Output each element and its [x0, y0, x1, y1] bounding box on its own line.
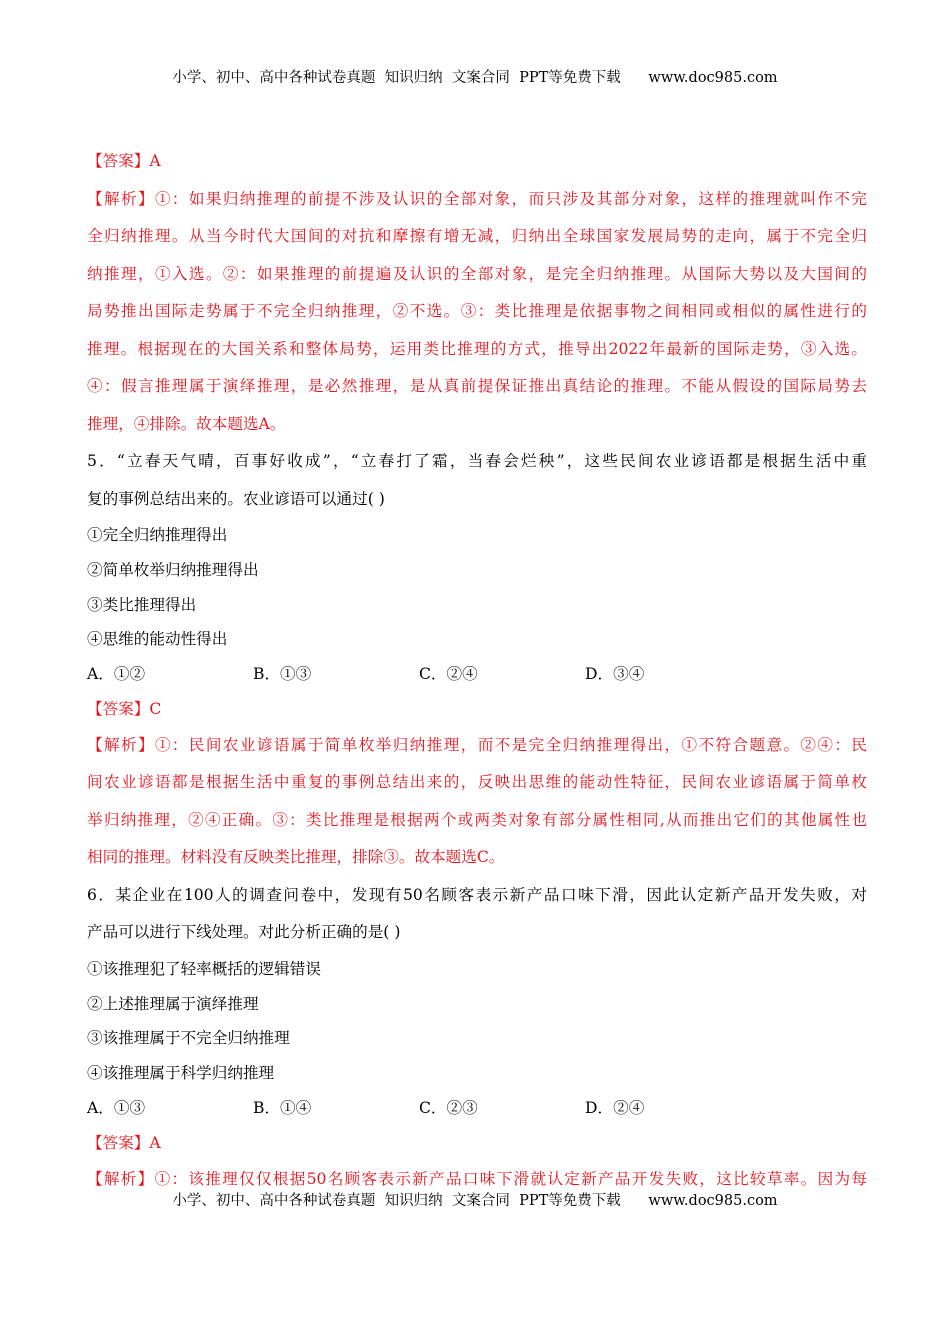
- q6-answer: 【答案】A: [87, 1133, 161, 1152]
- q6-options: [87, 1091, 867, 1126]
- page-header: 小学、初中、高中各种试卷真题 知识归纳 文案合同 PPT等免费下载 www.doc985.com: [172, 70, 778, 86]
- q5-statement: ③类比推理得出: [87, 595, 197, 614]
- q5-stem-line: 复的事例总结出来的。农业谚语可以通过( ): [87, 489, 385, 508]
- q5-option-a: A．①②: [87, 665, 146, 684]
- q6-option-d: D．②④: [585, 1098, 645, 1117]
- q4-analysis-line: 推理，④排除。故本题选A。: [87, 414, 286, 433]
- q4-analysis-line: 局势推出国际走势属于不完全归纳推理，②不选。③：类比推理是依据事物之间相同或相似的属性进行的: [87, 302, 867, 320]
- q6-statement: ②上述推理属于演绎推理: [87, 994, 259, 1013]
- q6-statement: ④该推理属于科学归纳推理: [87, 1064, 275, 1083]
- q6-option-b: B．①④: [253, 1098, 312, 1117]
- q5-analysis-line: 【解析】①：民间农业谚语属于简单枚举归纳推理，而不是完全归纳推理得出，①不符合题意。②④：民: [87, 735, 867, 754]
- q6-statement: ①该推理犯了轻率概括的逻辑错误: [87, 959, 321, 978]
- q4-analysis-line: 推理。根据现在的大国关系和整体局势，运用类比推理的方式，推导出2022年最新的国际走势，③入选。: [87, 339, 867, 358]
- q5-stem-line: 5．“立春天气晴，百事好收成”，“立春打了霜，当春会烂秧”，这些民间农业谚语都是根据生活中重: [87, 452, 867, 470]
- q5-analysis-line: 举归纳推理，②④正确。③：类比推理是根据两个或两类对象有部分属性相同,从而推出它们的其他属性也: [87, 810, 867, 829]
- q6-statement: ③该推理属于不完全归纳推理: [87, 1029, 290, 1048]
- q5-option-c: C．②④: [419, 665, 478, 684]
- q5-answer: 【答案】C: [87, 699, 162, 718]
- q5-options: [87, 657, 867, 692]
- q5-statement: ④思维的能动性得出: [87, 630, 228, 649]
- q6-option-c: C．②③: [419, 1098, 478, 1117]
- q5-option-b: B．①③: [253, 665, 312, 684]
- q5-option-d: D．③④: [585, 665, 645, 684]
- q6-stem-line: 6．某企业在100人的调查问卷中，发现有50名顾客表示新产品口味下滑，因此认定新产品开发失败，对: [87, 885, 867, 904]
- document-body: [87, 143, 867, 1198]
- q5-analysis-line: 间农业谚语都是根据生活中重复的事例总结出来的，反映出思维的能动性特征，民间农业谚语属于简单枚: [87, 773, 867, 792]
- q5-statement: ①完全归纳推理得出: [87, 526, 228, 544]
- q6-stem-line: 产品可以进行下线处理。对此分析正确的是( ): [87, 923, 401, 942]
- q6-option-a: A．①③: [87, 1098, 146, 1117]
- q5-analysis-line: 相同的推理。材料没有反映类比推理，排除③。故本题选C。: [87, 848, 505, 867]
- q5-statement: ②简单枚举归纳推理得出: [87, 560, 259, 579]
- page-footer: 小学、初中、高中各种试卷真题 知识归纳 文案合同 PPT等免费下载 www.doc985.com: [172, 1193, 778, 1209]
- q4-analysis-line: 【解析】①：如果归纳推理的前提不涉及认识的全部对象，而只涉及其部分对象，这样的推理就叫作不完: [87, 189, 867, 208]
- q4-answer: 【答案】A: [87, 152, 161, 170]
- q4-analysis-line: 全归纳推理。从当今时代大国间的对抗和摩擦有增无减，归纳出全球国家发展局势的走向，属于不完全归: [87, 227, 867, 245]
- q4-analysis-line: ④：假言推理属于演绎推理，是必然推理，是从真前提保证推出真结论的推理。不能从假设的国际局势去: [87, 377, 867, 395]
- q4-analysis-line: 纳推理，①入选。②：如果推理的前提遍及认识的全部对象，是完全归纳推理。从国际大势以及大国间的: [87, 264, 867, 283]
- q6-analysis-line: 【解析】①：该推理仅仅根据50名顾客表示新产品口味下滑就认定新产品开发失败，这比较草率。因为每: [87, 1169, 867, 1188]
